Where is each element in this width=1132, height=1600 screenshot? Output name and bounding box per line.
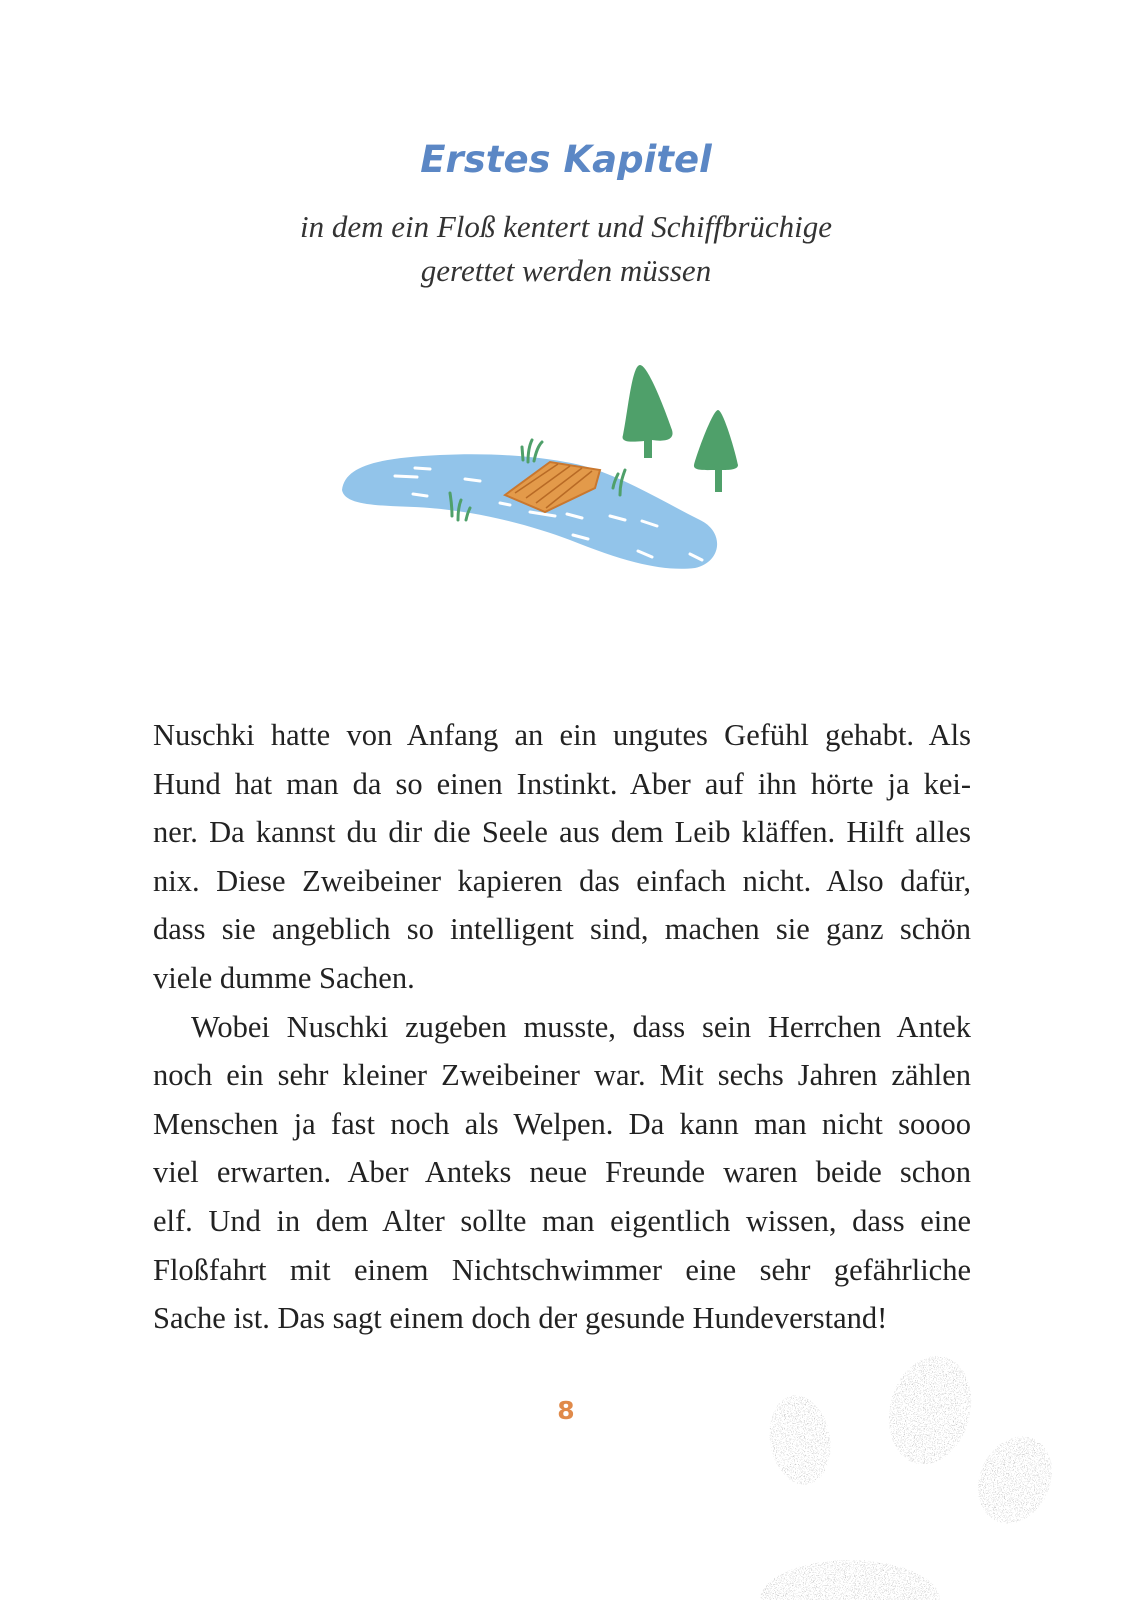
text-line: Wobei Nuschki zugeben musste, dass sein Herrchen Antek — [191, 1009, 971, 1044]
text-line: ner. Da kannst du dir die Seele aus dem Leib kläffen. Hilft alles — [153, 815, 971, 850]
chapter-title: Erstes Kapitel — [420, 138, 712, 181]
paw-print-icon — [760, 1350, 1132, 1600]
text-line: noch ein sehr kleiner Zweibeiner war. Mit sechs Jahren zählen — [153, 1058, 971, 1093]
tree-icon — [623, 365, 673, 458]
subtitle-line: in dem ein Floß kentert und Schiffbrüchige — [299, 209, 833, 244]
text-line: Sache ist. Das sagt einem doch der gesunde Hundeverstand! — [153, 1301, 888, 1336]
subtitle-line: gerettet werden müssen — [420, 253, 712, 288]
text-line: nix. Diese Zweibeiner kapieren das einfach nicht. Also dafür, — [153, 863, 971, 898]
text-line: dass sie angeblich so intelligent sind, machen sie ganz schön — [153, 912, 971, 947]
text-line: viel erwarten. Aber Anteks neue Freunde waren beide schon — [153, 1155, 971, 1190]
tree-icon — [694, 410, 738, 492]
chapter-subtitle — [0, 205, 1132, 293]
text-line: Menschen ja fast noch als Welpen. Da kann man nicht soooo — [153, 1106, 971, 1141]
text-line: Hund hat man da so einen Instinkt. Aber auf ihn hörte ja kei- — [153, 766, 971, 801]
body-text — [153, 711, 971, 1343]
river-raft-illustration — [330, 340, 750, 590]
page-number: 8 — [557, 1396, 575, 1425]
trees — [623, 365, 738, 492]
text-line: elf. Und in dem Alter sollte man eigentlich wissen, dass eine — [153, 1203, 971, 1238]
text-line: viele dumme Sachen. — [153, 960, 415, 995]
text-line: Nuschki hatte von Anfang an ein ungutes Gefühl gehabt. Als — [153, 718, 971, 752]
text-line: Floßfahrt mit einem Nichtschwimmer eine sehr gefährliche — [153, 1252, 971, 1287]
